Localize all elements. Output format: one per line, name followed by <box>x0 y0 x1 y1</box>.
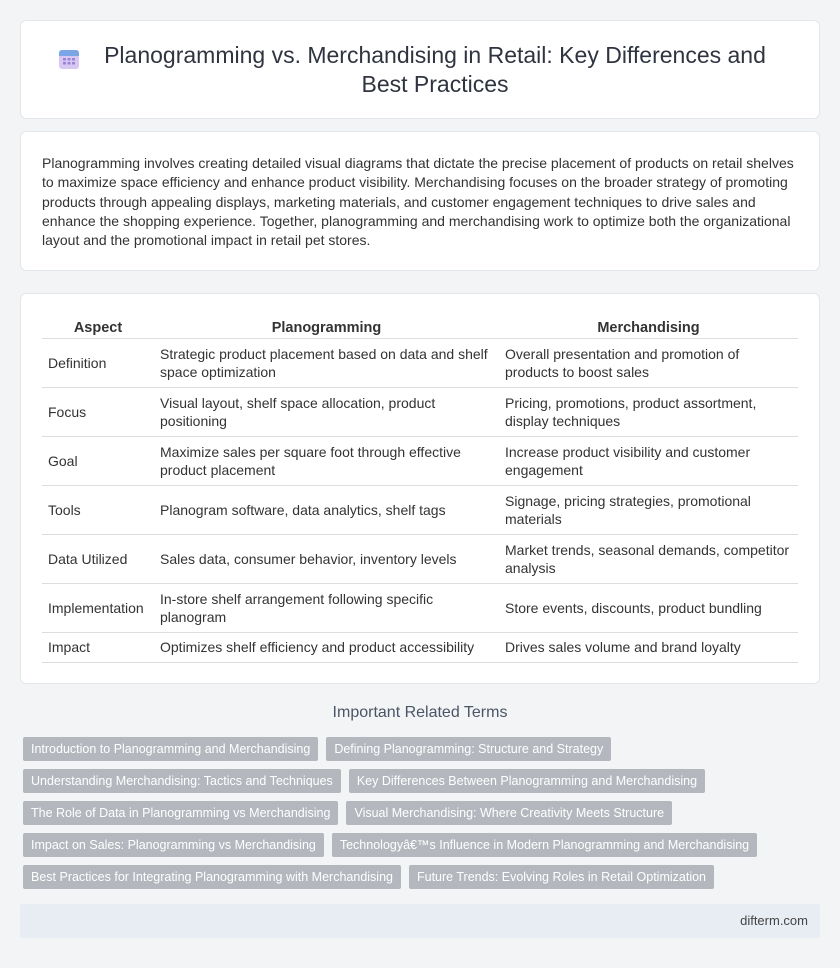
cell-aspect: Implementation <box>42 583 154 632</box>
cell-merchandising: Store events, discounts, product bundling <box>499 583 798 632</box>
footer-site-link[interactable]: difterm.com <box>740 913 808 928</box>
cell-aspect: Focus <box>42 387 154 436</box>
cell-aspect: Goal <box>42 436 154 485</box>
related-term-tag[interactable]: Key Differences Between Planogramming and Merchandising <box>349 769 705 793</box>
cell-merchandising: Overall presentation and promotion of products to boost sales <box>499 338 798 387</box>
table-row <box>42 387 798 436</box>
cell-planogramming: Optimizes shelf efficiency and product accessibility <box>154 632 499 662</box>
related-term-tag[interactable]: Best Practices for Integrating Planogramming with Merchandising <box>23 865 401 889</box>
cell-planogramming: Visual layout, shelf space allocation, product positioning <box>154 387 499 436</box>
comparison-card <box>20 293 820 684</box>
cell-planogramming: Strategic product placement based on data and shelf space optimization <box>154 338 499 387</box>
header-planogramming: Planogramming <box>154 316 499 338</box>
header-card <box>20 20 820 119</box>
cell-aspect: Definition <box>42 338 154 387</box>
cell-aspect: Impact <box>42 632 154 662</box>
page-title: Planogramming vs. Merchandising in Retail: Key Differences and Best Practices <box>104 41 766 97</box>
table-row <box>42 632 798 662</box>
cell-merchandising: Market trends, seasonal demands, competitor analysis <box>499 534 798 583</box>
cell-merchandising: Increase product visibility and customer engagement <box>499 436 798 485</box>
related-terms-heading: Important Related Terms <box>332 704 508 721</box>
related-term-tag[interactable]: Future Trends: Evolving Roles in Retail Optimization <box>409 865 714 889</box>
cell-aspect: Tools <box>42 485 154 534</box>
cell-planogramming: In-store shelf arrangement following specific planogram <box>154 583 499 632</box>
cell-merchandising: Drives sales volume and brand loyalty <box>499 632 798 662</box>
table-row <box>42 583 798 632</box>
related-term-tag[interactable]: Visual Merchandising: Where Creativity Meets Structure <box>346 801 672 825</box>
table-row <box>42 338 798 387</box>
cell-planogramming: Planogram software, data analytics, shelf tags <box>154 485 499 534</box>
cell-merchandising: Signage, pricing strategies, promotional materials <box>499 485 798 534</box>
cell-merchandising: Pricing, promotions, product assortment, display techniques <box>499 387 798 436</box>
related-term-tag[interactable]: Understanding Merchandising: Tactics and Techniques <box>23 769 341 793</box>
related-terms-list <box>23 737 823 897</box>
related-term-tag[interactable]: Defining Planogramming: Structure and Strategy <box>326 737 611 761</box>
cell-planogramming: Sales data, consumer behavior, inventory levels <box>154 534 499 583</box>
table-row <box>42 534 798 583</box>
related-term-tag[interactable]: Technologyâ€™s Influence in Modern Planogramming and Merchandising <box>332 833 757 857</box>
table-row <box>42 436 798 485</box>
header-aspect: Aspect <box>42 316 154 338</box>
related-term-tag[interactable]: Introduction to Planogramming and Merchandising <box>23 737 318 761</box>
cell-aspect: Data Utilized <box>42 534 154 583</box>
related-term-tag[interactable]: Impact on Sales: Planogramming vs Merchandising <box>23 833 324 857</box>
comparison-table <box>42 316 798 663</box>
cell-planogramming: Maximize sales per square foot through effective product placement <box>154 436 499 485</box>
footer <box>20 904 820 938</box>
header-merchandising: Merchandising <box>499 316 798 338</box>
intro-paragraph: Planogramming involves creating detailed visual diagrams that dictate the precise placement of products on retail shelves to maximize space efficiency and enhance product visibility. Merchandising focuses on the broader strategy of promoting products through appealing displays, marketing materials, and customer engagement techniques to drive sales and enhance the shopping experience. Together, planogramming and merchandising work to optimize both the organizational layout and the promotional impact in retail pet stores. <box>42 155 794 249</box>
intro-card <box>20 131 820 271</box>
related-term-tag[interactable]: The Role of Data in Planogramming vs Merchandising <box>23 801 338 825</box>
table-row <box>42 485 798 534</box>
